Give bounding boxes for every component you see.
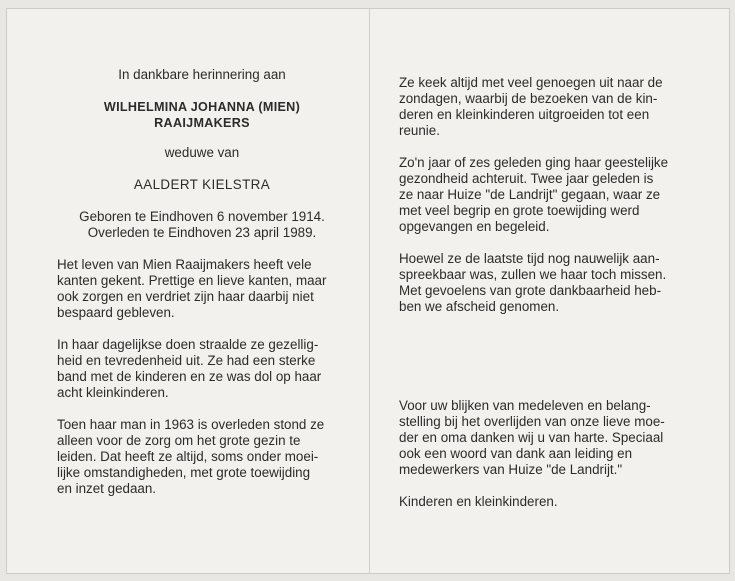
- husband-name: AALDERT KIELSTRA: [133, 177, 271, 192]
- left-paragraph-1: Het leven van Mien Raaijmakers heeft vele kanten gekent. Prettige en lieve kanten, maar ook zorgen en verdriet zijn haar daarbij niet bespaard gebleven.: [57, 257, 327, 320]
- right-paragraph-2: Zo'n jaar of zes geleden ging haar geestelijke gezondheid achteruit. Twee jaar geleden is ze naar Huize "de Landrijt" gegaan, waar ze met veel begrip en grote toewijding werd opgevangen en begeleid.: [399, 155, 669, 234]
- right-paragraph-1: Ze keek altijd met veel genoegen uit naar de zondagen, waarbij de bezoeken van de kin- deren en kleinkinderen uitgroeiden tot een reunie.: [399, 75, 663, 138]
- deceased-name-line2: RAAIJMAKERS: [154, 116, 250, 130]
- birth-date-text: Geboren te Eindhoven 6 november 1914.: [79, 209, 325, 224]
- left-paragraph-3: Toen haar man in 1963 is overleden stond ze alleen voor de zorg om het grote gezin te leiden. Dat heeft ze altijd, soms onder moei- lijke omstandigheden, met grote toewijding en inzet gedaan.: [57, 417, 325, 496]
- right-panel: [399, 75, 699, 510]
- right-paragraph-4: Voor uw blijken van medeleven en belang- stelling bij het overlijden van onze lieve moe- der en oma danken wij u van harte. Speciaal ook een woord van dank aan leiding en medewerkers van Huize "de Landrijt.": [399, 398, 665, 477]
- widow-of-text: weduwe van: [164, 145, 240, 160]
- left-paragraph-2: In haar dagelijkse doen straalde ze gezellig- heid en tevredenheid uit. Ze had een sterke band met de kinderen en ze was dol op haar acht kleinkinderen.: [57, 337, 322, 400]
- intro-text: In dankbare herinnering aan: [118, 67, 286, 82]
- death-date-text: Overleden te Eindhoven 23 april 1989.: [87, 225, 317, 240]
- right-paragraph-3: Hoewel ze de laatste tijd nog nauwelijk aan- spreekbaar was, zullen we haar toch missen. Met gevoelens van grote dankbaarheid heb- ben we afscheid genomen.: [399, 251, 667, 314]
- card-fold-line: [369, 9, 370, 573]
- left-panel: [57, 67, 347, 497]
- signature-text: Kinderen en kleinkinderen.: [399, 494, 558, 509]
- memorial-card: [6, 8, 730, 574]
- deceased-name-line1: WILHELMINA JOHANNA (MIEN): [103, 100, 301, 114]
